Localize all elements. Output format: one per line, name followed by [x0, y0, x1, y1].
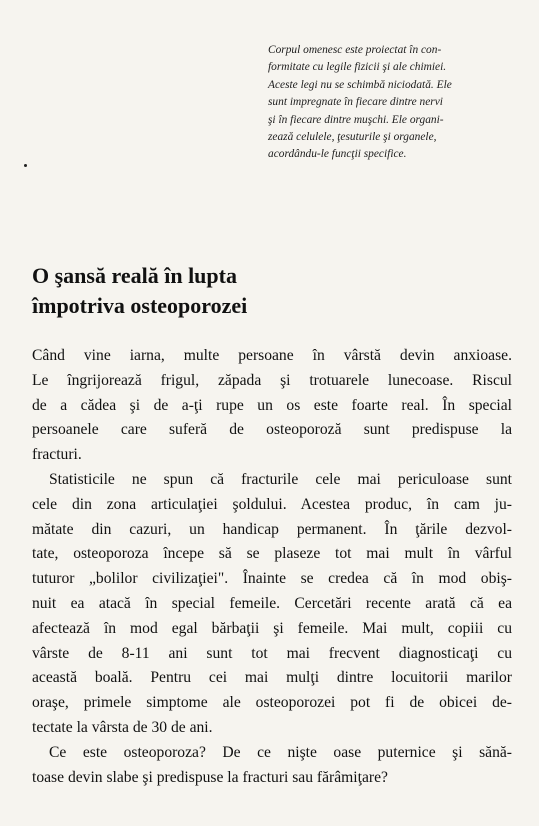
text-line: Ce este osteoporoza? De ce nişte oase puternice şi sănă-	[49, 743, 512, 761]
heading-line: O şansă reală în lupta	[32, 263, 237, 288]
quote-line: formitate cu legile fizicii şi ale chimiei.	[268, 61, 447, 74]
text-line: tectate la vârsta de 30 de ani.	[32, 718, 213, 736]
text-line: vârste de 8-11 ani sunt tot mai frecvent diagnosticaţi cu	[32, 644, 512, 662]
text-line: fracturi.	[32, 446, 82, 464]
quote-line: sunt impregnate în fiecare dintre nervi	[268, 96, 443, 109]
body-text	[32, 344, 512, 790]
text-line: persoanele care suferă de osteoporoză sunt predispuse la	[32, 421, 512, 439]
text-line: Când vine iarna, multe persoane în vârstă devin anxioase.	[32, 347, 512, 364]
text-line: afectează în mod egal bărbaţii şi femeile. Mai mult, copiii cu	[32, 619, 512, 637]
text-line: oraşe, primele simptome ale osteoporozei pot fi de obicei de-	[32, 694, 512, 712]
ink-dot	[24, 164, 27, 167]
paragraph-1	[32, 344, 512, 468]
text-line: nuit ea atacă în special femeile. Cercetări recente arată că ea	[32, 594, 512, 612]
quote-line: zează celulele, ţesuturile şi organele,	[268, 131, 437, 144]
sidebar-quote	[268, 42, 516, 164]
quote-line: acordându-le funcţii specifice.	[268, 148, 407, 161]
text-line: Le îngrijorează frigul, zăpada şi trotuarele lunecoase. Riscul	[32, 371, 512, 389]
paragraph-2	[32, 468, 512, 741]
quote-line: Corpul omenesc este proiectat în con-	[268, 44, 442, 56]
text-line: tuturor „bolilor civilizaţiei". Înainte se credea că în mod obiş-	[32, 570, 512, 588]
text-line: cele din zona articulaţiei şoldului. Acestea produc, în cam ju-	[32, 495, 512, 513]
text-line: mătate din cazuri, un handicap permanent. În ţările dezvol-	[32, 520, 512, 538]
heading-line: împotriva osteoporozei	[32, 293, 248, 318]
text-line: această boală. Pentru cei mai mulţi dintre locuitorii marilor	[32, 669, 512, 687]
paragraph-3	[32, 741, 512, 791]
text-line: Statisticile ne spun că fracturile cele mai periculoase sunt	[49, 470, 512, 488]
section-heading	[32, 261, 512, 321]
quote-line: Aceste legi nu se schimbă niciodată. Ele	[268, 78, 452, 91]
quote-line: şi în fiecare dintre muşchi. Ele organi-	[268, 113, 444, 126]
text-line: toase devin slabe şi predispuse la fracturi sau fărâmiţare?	[32, 768, 388, 786]
text-line: de a cădea şi de a-ţi rupe un os este foarte real. În special	[32, 396, 512, 414]
text-line: tate, osteoporoza începe să se plaseze tot mai mult în vârful	[32, 545, 512, 563]
